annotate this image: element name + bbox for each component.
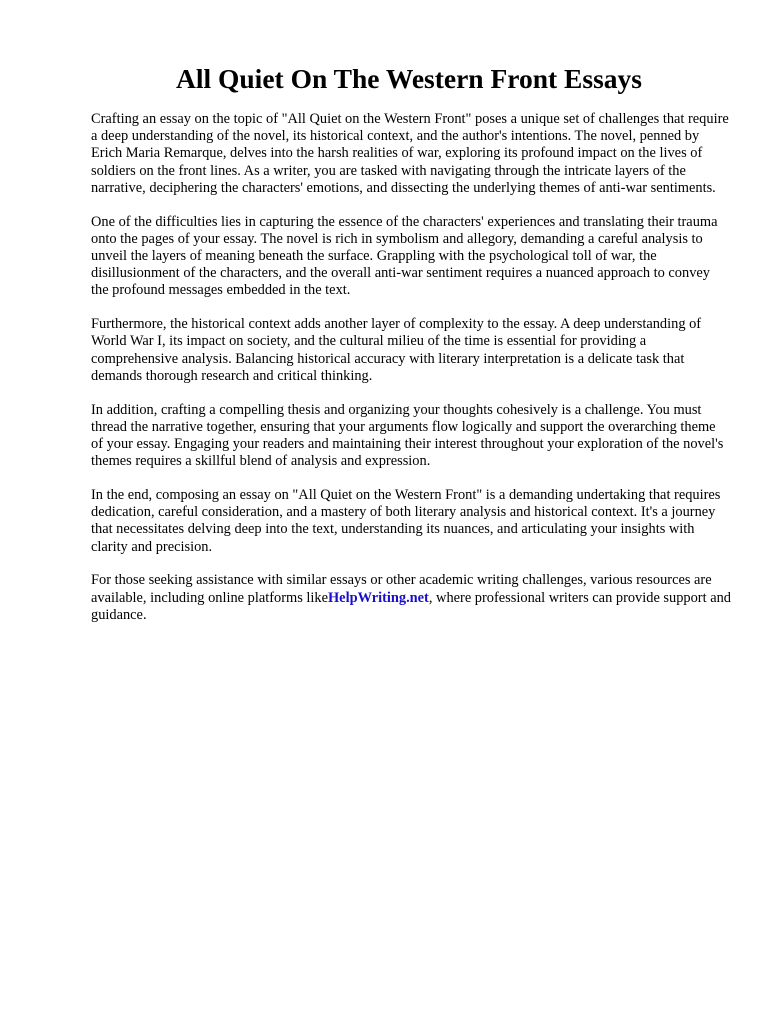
document-body [91,111,731,641]
paragraph-1: Crafting an essay on the topic of "All Quiet on the Western Front" poses a unique set of challenges that require a deep understanding of the novel, its historical context, and the author's intentions. The novel, penned by Erich Maria Remarque, delves into the harsh realities of war, exploring its profound impact on the lives of soldiers on the front lines. As a writer, you are tasked with navigating through the intricate layers of the narrative, deciphering the characters' emotions, and dissecting the underlying themes of anti-war sentiments. [91,111,729,196]
closing-paragraph [91,572,731,624]
paragraph-5: In the end, composing an essay on "All Quiet on the Western Front" is a demanding undertaking that requires dedication, careful consideration, and a mastery of both literary analysis and historical context. It's a journey that necessitates delving deep into the text, understanding its nuances, and articulating your insights with clarity and precision. [91,487,721,555]
document-title: All Quiet On The Western Front Essays [175,63,643,94]
paragraph-4: In addition, crafting a compelling thesis and organizing your thoughts cohesively is a challenge. You must thread the narrative together, ensuring that your arguments flow logically and support the overarching theme of your essay. Engaging your readers and maintaining their interest throughout your exploration of the novel's themes requires a skillful blend of analysis and expression. [91,401,724,470]
closing-text-before-link: For those seeking assistance with similar essays or other academic writing challenges, various resources are available, including online platforms like [91,572,712,606]
helpwriting-link[interactable]: HelpWriting.net [327,589,429,606]
closing-text-after-link: , where professional writers can provide support and guidance. [91,589,731,623]
paragraph-2: One of the difficulties lies in capturing the essence of the characters' experiences and translating their trauma onto the pages of your essay. The novel is rich in symbolism and allegory, demanding a careful analysis to unveil the layers of meaning beneath the surface. Grappling with the psychological toll of war, the disillusionment of the characters, and the overall anti-war sentiment requires a nuanced approach to convey the profound messages embedded in the text. [91,213,718,299]
paragraph-3: Furthermore, the historical context adds another layer of complexity to the essay. A deep understanding of World War I, its impact on society, and the cultural milieu of the time is essential for providing a comprehensive analysis. Balancing historical accuracy with literary interpretation is a delicate task that demands thorough research and critical thinking. [91,316,702,384]
